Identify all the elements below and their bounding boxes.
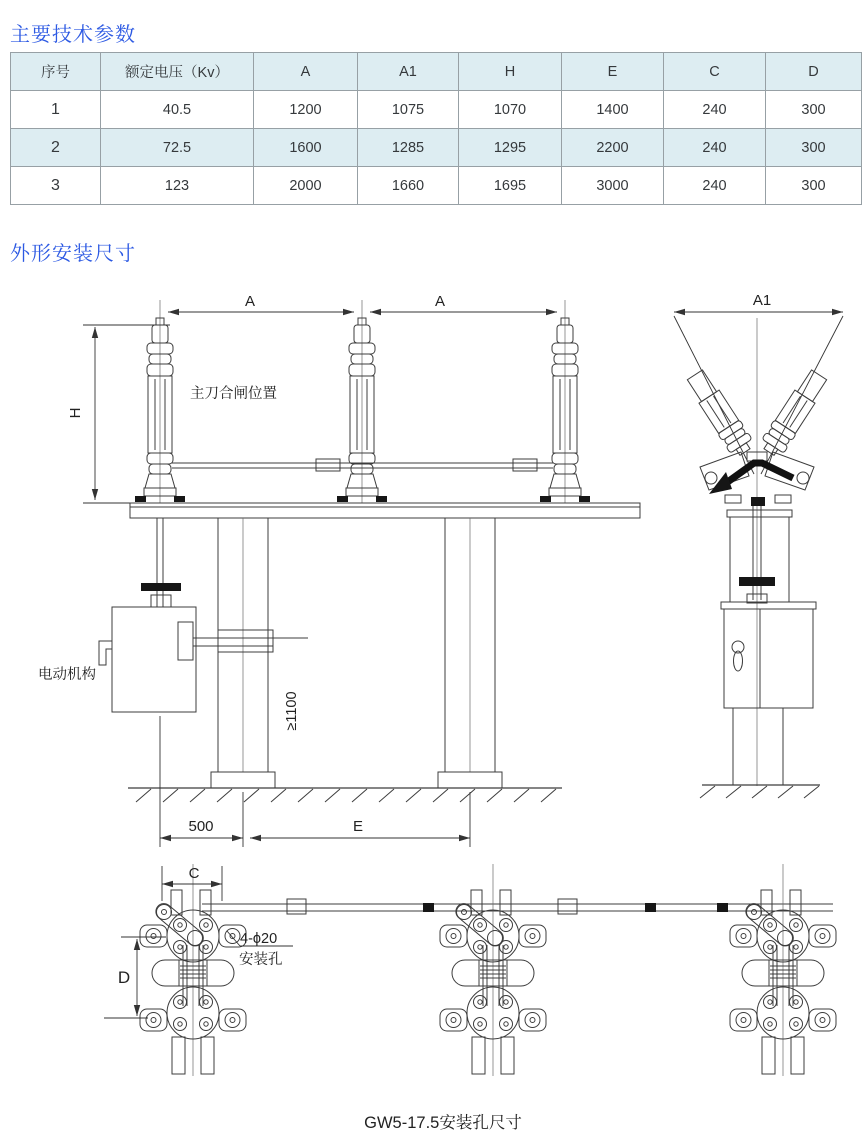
- hole-note-line2: 安装孔: [239, 952, 283, 968]
- ground-hatch-front: [136, 789, 556, 802]
- table-cell: 72.5: [101, 129, 254, 167]
- outline-drawing: [0, 266, 867, 1146]
- table-cell: 1285: [358, 129, 459, 167]
- label-main-blade-position: 主刀合闸位置: [190, 386, 277, 402]
- table-row: [11, 91, 862, 129]
- hole-note-line1: 4-ϕ20: [240, 931, 278, 947]
- mounting-hole-note: [227, 931, 293, 968]
- table-header-cell: A: [254, 53, 358, 91]
- dim-label-a1: A1: [752, 292, 772, 309]
- table-cell: 240: [664, 129, 766, 167]
- support-column-1: [211, 518, 275, 788]
- v-insulator-left: [684, 368, 756, 459]
- table-header-cell: E: [562, 53, 664, 91]
- table-cell: 1200: [254, 91, 358, 129]
- ground-line-side: [700, 785, 820, 798]
- table-cell: 300: [766, 129, 862, 167]
- table-cell: 1695: [459, 167, 562, 205]
- table-cell: 240: [664, 167, 766, 205]
- table-cell: 1400: [562, 91, 664, 129]
- plan-base-unit-3: [730, 864, 836, 1076]
- table-header-cell: H: [459, 53, 562, 91]
- drawing-caption: GW5-17.5安装孔尺寸: [364, 1114, 522, 1132]
- dim-label-d: D: [117, 968, 131, 987]
- plan-link-rod: [202, 899, 833, 914]
- section-title-main-parameters: 主要技术参数: [10, 24, 136, 47]
- base-beam: [130, 503, 640, 518]
- front-view: [38, 293, 640, 847]
- table-cell: 3000: [562, 167, 664, 205]
- table-row: [11, 129, 862, 167]
- table-cell: 40.5: [101, 91, 254, 129]
- label-motor-mechanism: 电动机构: [38, 667, 96, 683]
- side-support-column: [733, 708, 783, 785]
- side-rod-and-frame: [721, 506, 816, 609]
- table-header-cell: A1: [358, 53, 459, 91]
- plan-base-unit-2: [440, 864, 546, 1076]
- dim-label-500: 500: [188, 818, 214, 835]
- dimension-a-right: [370, 293, 557, 312]
- table-cell: 300: [766, 91, 862, 129]
- table-cell: 1600: [254, 129, 358, 167]
- mechanism-cabinet: [724, 609, 813, 708]
- table-header-cell: 额定电压（Kv）: [101, 53, 254, 91]
- table-cell: 2200: [562, 129, 664, 167]
- pole-column-1: [135, 300, 185, 503]
- table-cell: 300: [766, 167, 862, 205]
- drive-rod: [141, 518, 181, 607]
- table-cell: 3: [11, 167, 101, 205]
- dimension-a-left: [168, 293, 354, 312]
- table-header-cell: 序号: [11, 53, 101, 91]
- table-cell: 240: [664, 91, 766, 129]
- plan-base-unit-1: [140, 864, 246, 1076]
- dim-label-e: E: [352, 818, 364, 835]
- pole-column-3: [540, 300, 590, 503]
- table-cell: 1075: [358, 91, 459, 129]
- table-header-cell: D: [766, 53, 862, 91]
- table-cell: 2000: [254, 167, 358, 205]
- table-cell: 1: [11, 91, 101, 129]
- table-row: [11, 167, 862, 205]
- interpole-link-rod: [172, 459, 553, 471]
- dim-label-a-left: A: [244, 293, 256, 310]
- table-cell: 1660: [358, 167, 459, 205]
- table-cell: 123: [101, 167, 254, 205]
- plan-view: [104, 864, 836, 1132]
- ground-line-front: [128, 788, 562, 802]
- pole-column-2: [337, 300, 387, 503]
- table-header-row: [11, 53, 862, 91]
- dim-label-c: C: [188, 865, 200, 882]
- side-view: [674, 292, 843, 798]
- table-cell: 1295: [459, 129, 562, 167]
- dimension-a1: [674, 292, 843, 474]
- section-title-outline-dimensions: 外形安装尺寸: [10, 243, 136, 266]
- support-column-2: [438, 518, 502, 788]
- table-cell: 1070: [459, 91, 562, 129]
- dim-label-a-right: A: [434, 293, 446, 310]
- dimension-d: [104, 937, 166, 1018]
- ground-hatch-side: [700, 786, 819, 798]
- dim-label-min-height: ≥1100: [284, 691, 300, 731]
- table-header-cell: C: [664, 53, 766, 91]
- parameters-table: [10, 52, 862, 205]
- dimension-500: [160, 716, 243, 847]
- dimension-e: [250, 792, 470, 847]
- dim-label-h: H: [67, 407, 84, 419]
- v-insulator-right: [758, 368, 830, 459]
- table-cell: 2: [11, 129, 101, 167]
